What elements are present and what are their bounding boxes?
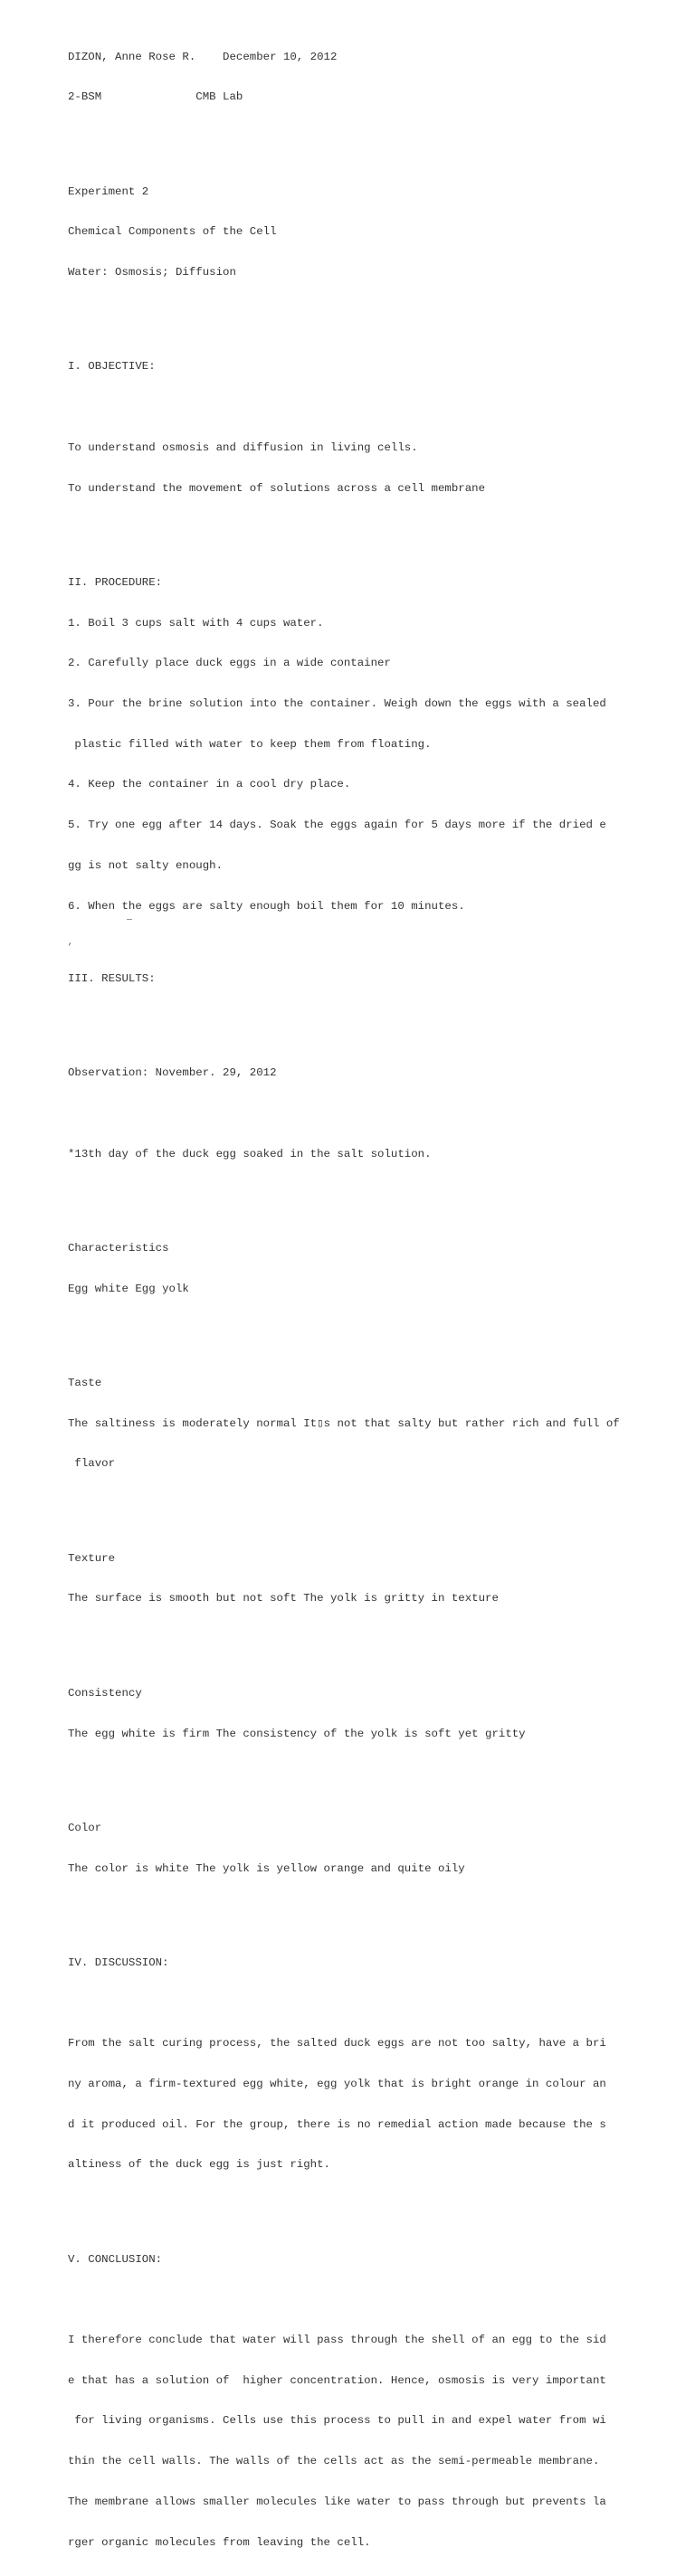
consistency-text: The egg white is firm The consistency of the yolk is soft yet gritty xyxy=(68,1727,526,1740)
conclusion-line: for living organisms. Cells use this process to pull in and expel water from wi xyxy=(68,2414,606,2428)
procedure-step: 2. Carefully place duck eggs in a wide container xyxy=(68,657,391,670)
header-author-date: DIZON, Anne Rose R. December 10, 2012 xyxy=(68,50,338,63)
objective-heading: I. OBJECTIVE: xyxy=(68,360,156,374)
characteristics-label: Characteristics xyxy=(68,1242,169,1255)
experiment-topic: Water: Osmosis; Diffusion xyxy=(68,266,236,279)
color-text: The color is white The yolk is yellow orange and quite oily xyxy=(68,1861,465,1875)
page-corner-mark xyxy=(127,919,132,922)
discussion-line: altiness of the duck egg is just right. xyxy=(68,2158,330,2172)
procedure-step: 3. Pour the brine solution into the container. Weigh down the eggs with a sealed xyxy=(68,696,606,710)
conclusion-line: rger organic molecules from leaving the cell. xyxy=(68,2535,371,2549)
document-page xyxy=(68,10,683,2576)
procedure-step: plastic filled with water to keep them from floating. xyxy=(68,737,432,751)
conclusion-heading: V. CONCLUSION: xyxy=(68,2252,163,2266)
experiment-number: Experiment 2 xyxy=(68,185,149,198)
results-heading: III. RESULTS: xyxy=(68,972,156,986)
characteristics-columns: Egg white Egg yolk xyxy=(68,1282,189,1295)
objective-line: To understand the movement of solutions across a cell membrane xyxy=(68,481,486,495)
consistency-label: Consistency xyxy=(68,1686,142,1700)
taste-text: flavor xyxy=(68,1457,116,1471)
stray-mark: , xyxy=(68,938,73,948)
procedure-heading: II. PROCEDURE: xyxy=(68,575,163,589)
conclusion-line: The membrane allows smaller molecules like water to pass through but prevents la xyxy=(68,2495,606,2508)
taste-label: Taste xyxy=(68,1377,102,1390)
conclusion-line: e that has a solution of higher concentration. Hence, osmosis is very important xyxy=(68,2373,606,2387)
observation-note: *13th day of the duck egg soaked in the salt solution. xyxy=(68,1147,432,1160)
conclusion-line: I therefore conclude that water will pass through the shell of an egg to the sid xyxy=(68,2334,606,2347)
header-section-course: 2-BSM CMB Lab xyxy=(68,90,243,104)
texture-label: Texture xyxy=(68,1551,116,1565)
texture-text: The surface is smooth but not soft The yolk is gritty in texture xyxy=(68,1592,499,1605)
procedure-step: 1. Boil 3 cups salt with 4 cups water. xyxy=(68,616,324,630)
taste-text: The saltiness is moderately normal It▯s not that salty but rather rich and full of xyxy=(68,1416,620,1430)
discussion-line: ny aroma, a firm-textured egg white, egg yolk that is bright orange in colour an xyxy=(68,2077,606,2090)
experiment-subject: Chemical Components of the Cell xyxy=(68,225,277,239)
procedure-step: gg is not salty enough. xyxy=(68,858,224,872)
color-label: Color xyxy=(68,1821,102,1834)
discussion-heading: IV. DISCUSSION: xyxy=(68,1956,169,1969)
conclusion-line: thin the cell walls. The walls of the cells act as the semi-permeable membrane. xyxy=(68,2455,600,2468)
procedure-step: 5. Try one egg after 14 days. Soak the eggs again for 5 days more if the dried e xyxy=(68,819,606,832)
procedure-step: 6. When the eggs are salty enough boil them for 10 minutes. xyxy=(68,899,465,913)
objective-line: To understand osmosis and diffusion in living cells. xyxy=(68,440,418,454)
observation-date: Observation: November. 29, 2012 xyxy=(68,1066,277,1080)
discussion-line: d it produced oil. For the group, there is no remedial action made because the s xyxy=(68,2117,606,2131)
discussion-line: From the salt curing process, the salted duck eggs are not too salty, have a bri xyxy=(68,2037,606,2050)
procedure-step: 4. Keep the container in a cool dry place. xyxy=(68,778,351,791)
